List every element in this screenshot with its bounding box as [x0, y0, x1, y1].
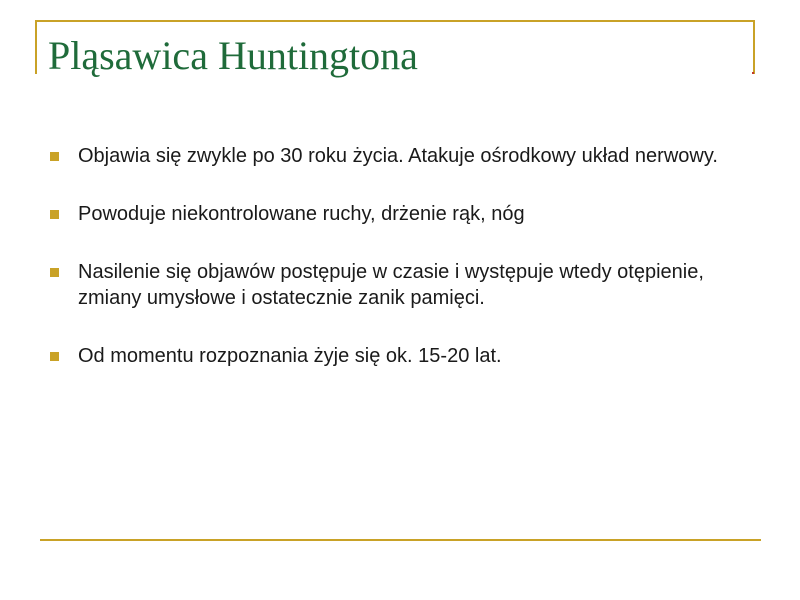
title-frame-top-line [35, 20, 755, 22]
bullet-text: Powoduje niekontrolowane ruchy, drżenie rąk, nóg [78, 203, 525, 225]
square-bullet-icon [50, 210, 59, 219]
title-frame-left-line [35, 20, 37, 74]
bullet-item [48, 143, 728, 169]
title-frame-accent-dot [752, 72, 754, 74]
square-bullet-icon [50, 268, 59, 277]
bullet-text: Nasilenie się objawów postępuje w czasie i występuje wtedy otępienie, zmiany umysłowe i ostatecznie zanik pamięci. [78, 261, 704, 309]
bullet-item [48, 259, 728, 311]
bullet-item [48, 201, 728, 227]
square-bullet-icon [50, 152, 59, 161]
bullet-item [48, 343, 728, 369]
title-frame-right-line [753, 20, 755, 74]
square-bullet-icon [50, 352, 59, 361]
bullet-text: Objawia się zwykle po 30 roku życia. Atakuje ośrodkowy układ nerwowy. [78, 145, 718, 167]
footer-divider [40, 539, 761, 541]
slide-title: Pląsawica Huntingtona [48, 33, 418, 78]
bullet-list [48, 143, 728, 369]
bullet-text: Od momentu rozpoznania żyje się ok. 15-20 lat. [78, 345, 502, 367]
